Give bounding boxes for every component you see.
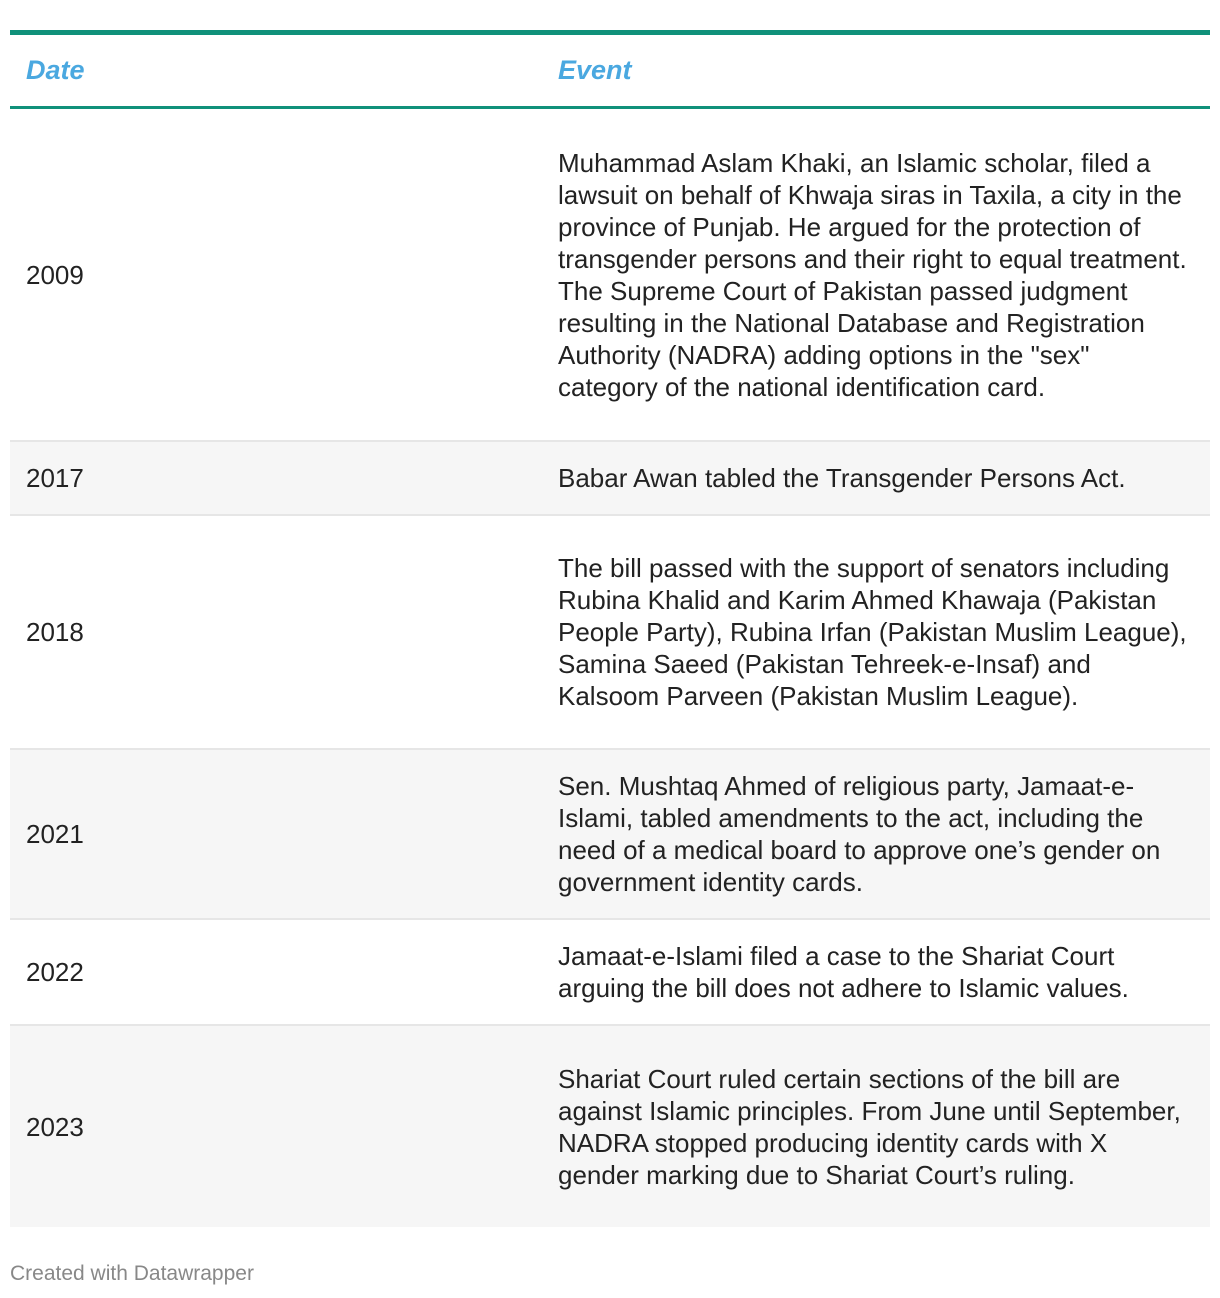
table-header	[10, 35, 1210, 109]
row-event: Shariat Court ruled certain sections of the bill are against Islamic principles. From June until September, NADRA stopped producing identity cards with X gender marking due to Shariat Court’s ruling.	[558, 1063, 1181, 1190]
column-header-event: Event	[558, 55, 632, 85]
table-row	[10, 109, 1210, 442]
row-event: Muhammad Aslam Khaki, an Islamic scholar, filed a lawsuit on behalf of Khwaja siras in Taxila, a city in the province of Punjab. He argued for the protection of transgender persons and their right to equal treatment. The Supreme Court of Pakistan passed judgment resulting in the National Database and Registration Authority (NADRA) adding options in the "sex" category of the national identification card.	[558, 147, 1187, 402]
row-date: 2023	[26, 1111, 84, 1142]
row-event: Sen. Mushtaq Ahmed of religious party, Jamaat-e-Islami, tabled amendments to the act, including the need of a medical board to approve one’s gender on government identity cards.	[558, 771, 1161, 897]
row-date: 2017	[26, 463, 84, 493]
table-row	[10, 1026, 1210, 1227]
table-row	[10, 516, 1210, 750]
row-date: 2009	[26, 259, 84, 290]
row-date: 2018	[26, 617, 84, 647]
table-row	[10, 442, 1210, 516]
datawrapper-credit[interactable]: Created with Datawrapper	[10, 1262, 254, 1285]
timeline-table	[10, 30, 1210, 1227]
row-date: 2021	[26, 819, 84, 849]
column-header-date: Date	[26, 55, 85, 85]
table-row	[10, 920, 1210, 1026]
table-row	[10, 750, 1210, 920]
row-event: Babar Awan tabled the Transgender Persons Act.	[558, 463, 1126, 493]
row-date: 2022	[26, 957, 84, 987]
row-event: Jamaat-e-Islami filed a case to the Shariat Court arguing the bill does not adhere to Islamic values.	[558, 941, 1129, 1003]
row-event: The bill passed with the support of senators including Rubina Khalid and Karim Ahmed Khawaja (Pakistan People Party), Rubina Irfan (Pakistan Muslim League), Samina Saeed (Pakistan Tehreek-e-Insaf) and Kalsoom Parveen (Pakistan Muslim League).	[558, 553, 1187, 711]
